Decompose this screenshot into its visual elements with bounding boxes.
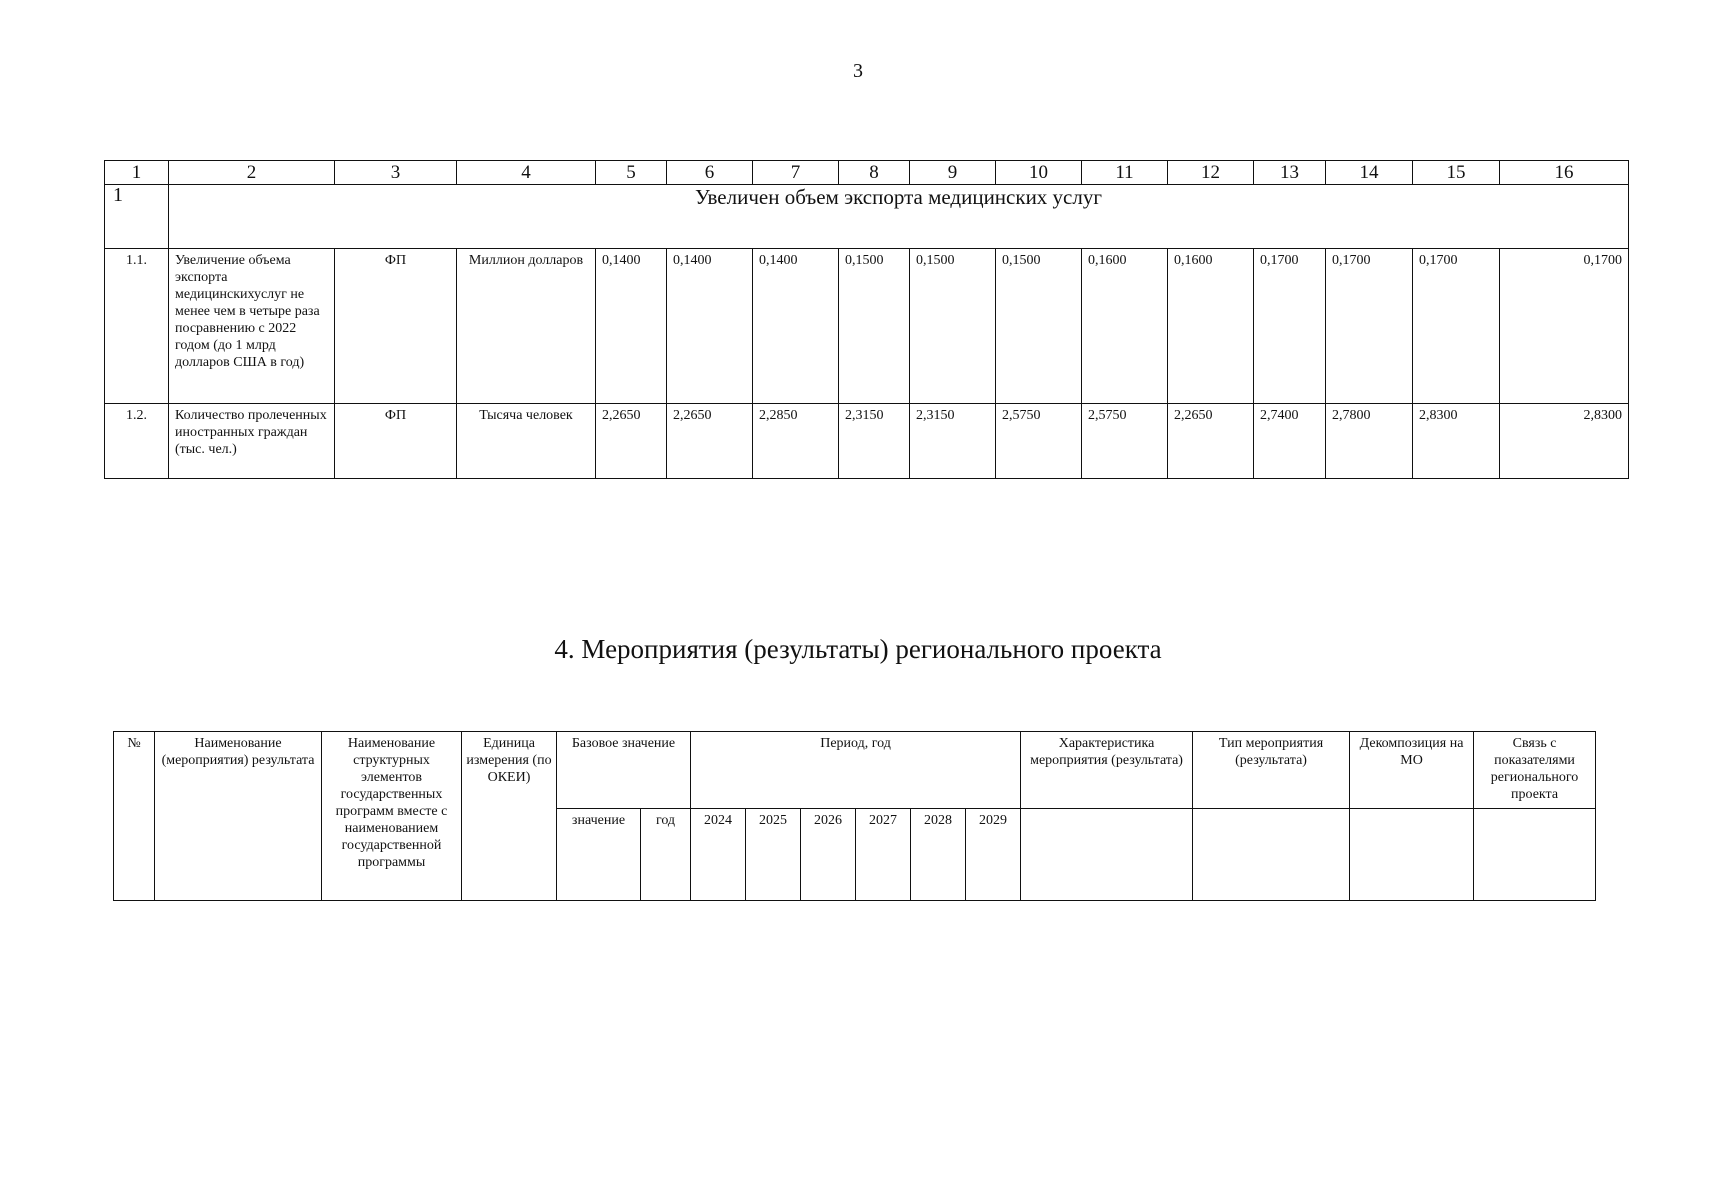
value-cell: 0,1400 <box>596 249 667 404</box>
column-number: 14 <box>1326 161 1413 185</box>
column-number: 1 <box>105 161 169 185</box>
value-cell: 0,1400 <box>667 249 753 404</box>
value-cell: 0,1700 <box>1254 249 1326 404</box>
goal-number: 1 <box>105 185 169 249</box>
value-cell: 0,1500 <box>839 249 910 404</box>
value-cell: 0,1600 <box>1168 249 1254 404</box>
value-cell: 2,7400 <box>1254 404 1326 479</box>
column-number-row <box>105 161 1629 185</box>
col-link-header: Связь с показателями регионального проекта <box>1474 732 1596 809</box>
page-number: 3 <box>853 60 863 82</box>
indicator-name: Увеличение объема экспорта медицинскихуслуг не менее чем в четыре раза посравнению с 2022 годом (до 1 млрд долларов США в год) <box>169 249 335 404</box>
year-header: 2025 <box>746 809 801 901</box>
col-decomp-header: Декомпозиция на МО <box>1350 732 1474 809</box>
column-number: 4 <box>457 161 596 185</box>
indicator-level: ФП <box>335 249 457 404</box>
indicator-name: Количество пролеченных иностранных граждан (тыс. чел.) <box>169 404 335 479</box>
header-row-top <box>114 732 1596 809</box>
value-cell: 0,1700 <box>1326 249 1413 404</box>
indicator-unit: Миллион долларов <box>457 249 596 404</box>
year-header: 2026 <box>801 809 856 901</box>
value-cell: 0,1400 <box>753 249 839 404</box>
column-number: 3 <box>335 161 457 185</box>
col-base-header: Базовое значение <box>557 732 691 809</box>
column-number: 16 <box>1500 161 1629 185</box>
value-cell: 2,2850 <box>753 404 839 479</box>
year-header: 2028 <box>911 809 966 901</box>
column-number: 12 <box>1168 161 1254 185</box>
column-number: 11 <box>1082 161 1168 185</box>
value-cell: 0,1700 <box>1413 249 1500 404</box>
goal-row <box>105 185 1629 249</box>
col-base-value-header: значение <box>557 809 641 901</box>
char-cell <box>1021 809 1193 901</box>
column-number: 5 <box>596 161 667 185</box>
column-number: 8 <box>839 161 910 185</box>
value-cell: 0,1700 <box>1500 249 1629 404</box>
value-cell: 2,5750 <box>1082 404 1168 479</box>
column-number: 10 <box>996 161 1082 185</box>
value-cell: 0,1500 <box>996 249 1082 404</box>
column-number: 2 <box>169 161 335 185</box>
year-header: 2024 <box>691 809 746 901</box>
value-cell: 2,3150 <box>839 404 910 479</box>
section-title: 4. Мероприятия (результаты) регионального проекта <box>554 634 1162 664</box>
value-cell: 2,2650 <box>667 404 753 479</box>
row-number: 1.2. <box>105 404 169 479</box>
column-number: 9 <box>910 161 996 185</box>
col-name-header: Наименование (мероприятия) результата <box>155 732 322 901</box>
table-row <box>105 404 1629 479</box>
row-number: 1.1. <box>105 249 169 404</box>
indicator-unit: Тысяча человек <box>457 404 596 479</box>
decomp-cell <box>1350 809 1474 901</box>
value-cell: 0,1500 <box>910 249 996 404</box>
value-cell: 2,7800 <box>1326 404 1413 479</box>
col-struct-header: Наименование структурных элементов государственных программ вместе с наименованием государственной программы <box>322 732 462 901</box>
value-cell: 2,5750 <box>996 404 1082 479</box>
col-period-header: Период, год <box>691 732 1021 809</box>
year-header: 2029 <box>966 809 1021 901</box>
value-cell: 2,8300 <box>1413 404 1500 479</box>
activities-table <box>113 731 1596 901</box>
col-number-header: № <box>114 732 155 901</box>
indicator-level: ФП <box>335 404 457 479</box>
year-header: 2027 <box>856 809 911 901</box>
value-cell: 2,3150 <box>910 404 996 479</box>
value-cell: 2,2650 <box>596 404 667 479</box>
type-cell <box>1193 809 1350 901</box>
link-cell <box>1474 809 1596 901</box>
value-cell: 2,8300 <box>1500 404 1629 479</box>
value-cell: 0,1600 <box>1082 249 1168 404</box>
col-char-header: Характеристика мероприятия (результата) <box>1021 732 1193 809</box>
column-number: 7 <box>753 161 839 185</box>
table-row <box>105 249 1629 404</box>
column-number: 6 <box>667 161 753 185</box>
column-number: 15 <box>1413 161 1500 185</box>
value-cell: 2,2650 <box>1168 404 1254 479</box>
col-type-header: Тип мероприятия (результата) <box>1193 732 1350 809</box>
goal-title: Увеличен объем экспорта медицинских услуг <box>169 185 1629 249</box>
column-number: 13 <box>1254 161 1326 185</box>
indicators-table <box>104 160 1629 479</box>
col-base-year-header: год <box>641 809 691 901</box>
col-unit-header: Единица измерения (по ОКЕИ) <box>462 732 557 901</box>
